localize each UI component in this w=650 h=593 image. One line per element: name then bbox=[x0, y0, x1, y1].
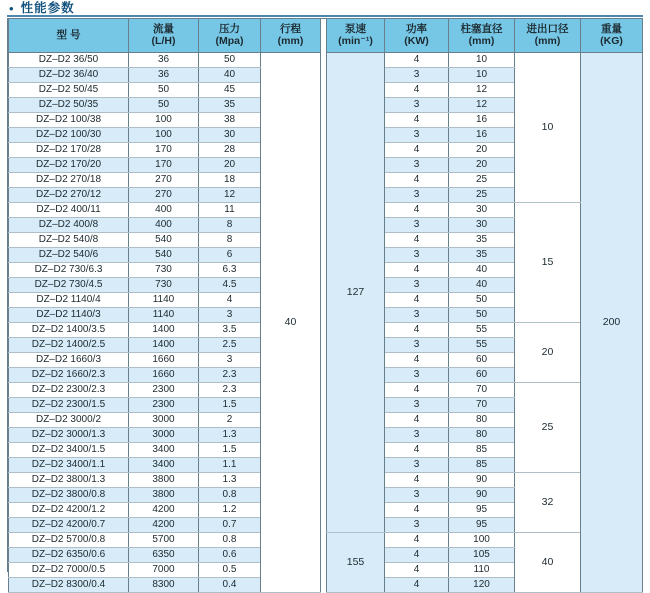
pressure-cell: 2.5 bbox=[199, 337, 261, 352]
header-port-diameter bbox=[515, 19, 581, 52]
header-row bbox=[9, 19, 643, 52]
header-port-diameter-label: 进出口径 bbox=[526, 23, 569, 36]
header-model-label: 型 号 bbox=[56, 29, 81, 42]
pressure-cell: 18 bbox=[199, 172, 261, 187]
header-stroke bbox=[261, 19, 321, 52]
pressure-cell: 45 bbox=[199, 82, 261, 97]
flow-cell: 3000 bbox=[129, 427, 199, 442]
plunger-diameter-cell: 30 bbox=[449, 202, 515, 217]
model-cell: DZ–D2 540/8 bbox=[9, 232, 129, 247]
column-gap bbox=[321, 442, 327, 457]
column-gap bbox=[321, 247, 327, 262]
column-gap bbox=[321, 172, 327, 187]
flow-cell: 2300 bbox=[129, 382, 199, 397]
pressure-cell: 2.3 bbox=[199, 367, 261, 382]
power-cell: 3 bbox=[385, 97, 449, 112]
pressure-cell: 30 bbox=[199, 127, 261, 142]
column-gap bbox=[321, 277, 327, 292]
power-cell: 3 bbox=[385, 427, 449, 442]
power-cell: 4 bbox=[385, 352, 449, 367]
pressure-cell: 1.5 bbox=[199, 442, 261, 457]
flow-cell: 2300 bbox=[129, 397, 199, 412]
page-title: 性能参数 bbox=[20, 1, 75, 16]
pressure-cell: 3 bbox=[199, 352, 261, 367]
header-weight bbox=[581, 19, 643, 52]
model-cell: DZ–D2 50/45 bbox=[9, 82, 129, 97]
pressure-cell: 0.6 bbox=[199, 547, 261, 562]
model-cell: DZ–D2 4200/0.7 bbox=[9, 517, 129, 532]
model-cell: DZ–D2 36/50 bbox=[9, 52, 129, 67]
header-port-diameter-unit: (mm) bbox=[534, 35, 561, 48]
model-cell: DZ–D2 7000/0.5 bbox=[9, 562, 129, 577]
column-gap bbox=[321, 112, 327, 127]
power-cell: 4 bbox=[385, 532, 449, 547]
model-cell: DZ–D2 100/30 bbox=[9, 127, 129, 142]
power-cell: 3 bbox=[385, 217, 449, 232]
header-flow bbox=[129, 19, 199, 52]
pressure-cell: 2 bbox=[199, 412, 261, 427]
power-cell: 3 bbox=[385, 337, 449, 352]
flow-cell: 170 bbox=[129, 157, 199, 172]
column-gap bbox=[321, 142, 327, 157]
header-plunger-diameter-label: 柱塞直径 bbox=[460, 23, 503, 36]
weight-merged-cell: 200 bbox=[581, 52, 643, 592]
flow-cell: 5700 bbox=[129, 532, 199, 547]
plunger-diameter-cell: 20 bbox=[449, 142, 515, 157]
model-cell: DZ–D2 5700/0.8 bbox=[9, 532, 129, 547]
power-cell: 3 bbox=[385, 487, 449, 502]
plunger-diameter-cell: 110 bbox=[449, 562, 515, 577]
model-cell: DZ–D2 1660/2.3 bbox=[9, 367, 129, 382]
header-flow-unit: (L/H) bbox=[151, 35, 176, 48]
model-cell: DZ–D2 540/6 bbox=[9, 247, 129, 262]
plunger-diameter-cell: 85 bbox=[449, 442, 515, 457]
model-cell: DZ–D2 730/6.3 bbox=[9, 262, 129, 277]
flow-cell: 730 bbox=[129, 262, 199, 277]
model-cell: DZ–D2 2300/2.3 bbox=[9, 382, 129, 397]
plunger-diameter-cell: 16 bbox=[449, 112, 515, 127]
flow-cell: 1140 bbox=[129, 292, 199, 307]
pressure-cell: 0.7 bbox=[199, 517, 261, 532]
power-cell: 4 bbox=[385, 547, 449, 562]
table-row bbox=[9, 202, 643, 217]
plunger-diameter-cell: 10 bbox=[449, 67, 515, 82]
plunger-diameter-cell: 12 bbox=[449, 82, 515, 97]
section-title-bar bbox=[7, 2, 643, 17]
pressure-cell: 1.3 bbox=[199, 427, 261, 442]
pressure-cell: 8 bbox=[199, 217, 261, 232]
header-pressure-label: 压力 bbox=[219, 23, 240, 36]
table-row bbox=[9, 472, 643, 487]
header-weight-unit: (KG) bbox=[600, 35, 623, 48]
flow-cell: 36 bbox=[129, 52, 199, 67]
pressure-cell: 0.5 bbox=[199, 562, 261, 577]
model-cell: DZ–D2 400/11 bbox=[9, 202, 129, 217]
column-gap bbox=[321, 127, 327, 142]
header-plunger-diameter-unit: (mm) bbox=[468, 35, 495, 48]
header-pump-speed-unit: (min⁻¹) bbox=[338, 35, 373, 48]
flow-cell: 8300 bbox=[129, 577, 199, 592]
column-gap bbox=[321, 427, 327, 442]
model-cell: DZ–D2 36/40 bbox=[9, 67, 129, 82]
header-flow-label: 流量 bbox=[153, 23, 174, 36]
flow-cell: 540 bbox=[129, 232, 199, 247]
flow-cell: 3400 bbox=[129, 457, 199, 472]
pressure-cell: 35 bbox=[199, 97, 261, 112]
pressure-cell: 3.5 bbox=[199, 322, 261, 337]
column-gap bbox=[321, 577, 327, 592]
flow-cell: 3800 bbox=[129, 472, 199, 487]
column-gap bbox=[321, 472, 327, 487]
column-gap bbox=[321, 367, 327, 382]
pressure-cell: 1.2 bbox=[199, 502, 261, 517]
plunger-diameter-cell: 40 bbox=[449, 277, 515, 292]
flow-cell: 1660 bbox=[129, 352, 199, 367]
model-cell: DZ–D2 2300/1.5 bbox=[9, 397, 129, 412]
model-cell: DZ–D2 3000/1.3 bbox=[9, 427, 129, 442]
power-cell: 4 bbox=[385, 52, 449, 67]
plunger-diameter-cell: 35 bbox=[449, 232, 515, 247]
flow-cell: 50 bbox=[129, 97, 199, 112]
pressure-cell: 2.3 bbox=[199, 382, 261, 397]
model-cell: DZ–D2 1140/3 bbox=[9, 307, 129, 322]
flow-cell: 400 bbox=[129, 217, 199, 232]
header-pump-speed bbox=[327, 19, 385, 52]
header-pressure bbox=[199, 19, 261, 52]
pressure-cell: 38 bbox=[199, 112, 261, 127]
column-gap bbox=[321, 547, 327, 562]
pressure-cell: 0.8 bbox=[199, 487, 261, 502]
spec-table-body bbox=[9, 52, 643, 592]
column-gap bbox=[321, 307, 327, 322]
flow-cell: 1400 bbox=[129, 322, 199, 337]
power-cell: 4 bbox=[385, 562, 449, 577]
pressure-cell: 4 bbox=[199, 292, 261, 307]
plunger-diameter-cell: 20 bbox=[449, 157, 515, 172]
header-weight-label: 重量 bbox=[601, 23, 622, 36]
column-gap bbox=[321, 202, 327, 217]
flow-cell: 1400 bbox=[129, 337, 199, 352]
power-cell: 3 bbox=[385, 127, 449, 142]
power-cell: 4 bbox=[385, 82, 449, 97]
model-cell: DZ–D2 270/12 bbox=[9, 187, 129, 202]
column-gap bbox=[321, 97, 327, 112]
pressure-cell: 20 bbox=[199, 157, 261, 172]
model-cell: DZ–D2 3400/1.5 bbox=[9, 442, 129, 457]
column-gap bbox=[321, 352, 327, 367]
plunger-diameter-cell: 55 bbox=[449, 322, 515, 337]
power-cell: 4 bbox=[385, 322, 449, 337]
flow-cell: 540 bbox=[129, 247, 199, 262]
model-cell: DZ–D2 8300/0.4 bbox=[9, 577, 129, 592]
model-cell: DZ–D2 3800/1.3 bbox=[9, 472, 129, 487]
power-cell: 4 bbox=[385, 292, 449, 307]
column-gap bbox=[321, 232, 327, 247]
plunger-diameter-cell: 100 bbox=[449, 532, 515, 547]
column-gap bbox=[321, 262, 327, 277]
column-gap bbox=[321, 187, 327, 202]
power-cell: 4 bbox=[385, 382, 449, 397]
pump-speed-merged-cell: 155 bbox=[327, 532, 385, 592]
power-cell: 4 bbox=[385, 232, 449, 247]
table-row bbox=[9, 532, 643, 547]
plunger-diameter-cell: 55 bbox=[449, 337, 515, 352]
flow-cell: 100 bbox=[129, 112, 199, 127]
port-diameter-merged-cell: 25 bbox=[515, 382, 581, 472]
flow-cell: 50 bbox=[129, 82, 199, 97]
plunger-diameter-cell: 30 bbox=[449, 217, 515, 232]
plunger-diameter-cell: 90 bbox=[449, 472, 515, 487]
pressure-cell: 40 bbox=[199, 67, 261, 82]
plunger-diameter-cell: 60 bbox=[449, 367, 515, 382]
power-cell: 3 bbox=[385, 67, 449, 82]
model-cell: DZ–D2 400/8 bbox=[9, 217, 129, 232]
column-gap bbox=[321, 322, 327, 337]
plunger-diameter-cell: 80 bbox=[449, 412, 515, 427]
pump-speed-merged-cell: 127 bbox=[327, 52, 385, 532]
flow-cell: 3400 bbox=[129, 442, 199, 457]
model-cell: DZ–D2 1400/2.5 bbox=[9, 337, 129, 352]
power-cell: 4 bbox=[385, 502, 449, 517]
pressure-cell: 50 bbox=[199, 52, 261, 67]
power-cell: 3 bbox=[385, 517, 449, 532]
flow-cell: 400 bbox=[129, 202, 199, 217]
header-pump-speed-label: 泵速 bbox=[345, 23, 366, 36]
power-cell: 4 bbox=[385, 202, 449, 217]
model-cell: DZ–D2 1140/4 bbox=[9, 292, 129, 307]
header-pressure-unit: (Mpa) bbox=[215, 35, 244, 48]
flow-cell: 270 bbox=[129, 187, 199, 202]
pressure-cell: 28 bbox=[199, 142, 261, 157]
pressure-cell: 0.8 bbox=[199, 532, 261, 547]
plunger-diameter-cell: 95 bbox=[449, 517, 515, 532]
power-cell: 3 bbox=[385, 187, 449, 202]
power-cell: 4 bbox=[385, 472, 449, 487]
column-gap bbox=[321, 217, 327, 232]
power-cell: 3 bbox=[385, 307, 449, 322]
header-power-label: 功率 bbox=[406, 23, 427, 36]
plunger-diameter-cell: 12 bbox=[449, 97, 515, 112]
flow-cell: 170 bbox=[129, 142, 199, 157]
column-gap bbox=[321, 382, 327, 397]
column-gap bbox=[321, 337, 327, 352]
power-cell: 4 bbox=[385, 442, 449, 457]
model-cell: DZ–D2 170/28 bbox=[9, 142, 129, 157]
pressure-cell: 3 bbox=[199, 307, 261, 322]
model-cell: DZ–D2 100/38 bbox=[9, 112, 129, 127]
plunger-diameter-cell: 25 bbox=[449, 187, 515, 202]
flow-cell: 1140 bbox=[129, 307, 199, 322]
power-cell: 4 bbox=[385, 142, 449, 157]
header-power-unit: (KW) bbox=[404, 35, 429, 48]
header-stroke-unit: (mm) bbox=[277, 35, 304, 48]
table-row bbox=[9, 382, 643, 397]
model-cell: DZ–D2 270/18 bbox=[9, 172, 129, 187]
model-cell: DZ–D2 3400/1.1 bbox=[9, 457, 129, 472]
model-cell: DZ–D2 730/4.5 bbox=[9, 277, 129, 292]
flow-cell: 4200 bbox=[129, 517, 199, 532]
plunger-diameter-cell: 25 bbox=[449, 172, 515, 187]
model-cell: DZ–D2 6350/0.6 bbox=[9, 547, 129, 562]
power-cell: 4 bbox=[385, 412, 449, 427]
header-power bbox=[385, 19, 449, 52]
column-gap bbox=[321, 517, 327, 532]
power-cell: 4 bbox=[385, 262, 449, 277]
model-cell: DZ–D2 170/20 bbox=[9, 157, 129, 172]
flow-cell: 270 bbox=[129, 172, 199, 187]
power-cell: 3 bbox=[385, 157, 449, 172]
table-row bbox=[9, 322, 643, 337]
plunger-diameter-cell: 85 bbox=[449, 457, 515, 472]
power-cell: 3 bbox=[385, 397, 449, 412]
column-gap bbox=[321, 292, 327, 307]
port-diameter-merged-cell: 15 bbox=[515, 202, 581, 322]
power-cell: 4 bbox=[385, 577, 449, 592]
flow-cell: 3800 bbox=[129, 487, 199, 502]
power-cell: 3 bbox=[385, 367, 449, 382]
pressure-cell: 12 bbox=[199, 187, 261, 202]
spec-table-wrapper bbox=[7, 18, 643, 590]
port-diameter-merged-cell: 32 bbox=[515, 472, 581, 532]
table-row bbox=[9, 52, 643, 67]
power-cell: 4 bbox=[385, 112, 449, 127]
pressure-cell: 1.3 bbox=[199, 472, 261, 487]
plunger-diameter-cell: 35 bbox=[449, 247, 515, 262]
power-cell: 3 bbox=[385, 457, 449, 472]
stroke-merged-cell: 40 bbox=[261, 52, 321, 592]
header-stroke-label: 行程 bbox=[280, 23, 301, 36]
model-cell: DZ–D2 4200/1.2 bbox=[9, 502, 129, 517]
bullet-icon: • bbox=[9, 1, 14, 16]
pressure-cell: 6 bbox=[199, 247, 261, 262]
plunger-diameter-cell: 105 bbox=[449, 547, 515, 562]
power-cell: 3 bbox=[385, 247, 449, 262]
column-gap bbox=[321, 457, 327, 472]
column-gap bbox=[321, 397, 327, 412]
plunger-diameter-cell: 50 bbox=[449, 292, 515, 307]
column-gap bbox=[321, 67, 327, 82]
plunger-diameter-cell: 90 bbox=[449, 487, 515, 502]
plunger-diameter-cell: 120 bbox=[449, 577, 515, 592]
pressure-cell: 1.5 bbox=[199, 397, 261, 412]
flow-cell: 3000 bbox=[129, 412, 199, 427]
plunger-diameter-cell: 40 bbox=[449, 262, 515, 277]
model-cell: DZ–D2 1660/3 bbox=[9, 352, 129, 367]
flow-cell: 4200 bbox=[129, 502, 199, 517]
port-diameter-merged-cell: 10 bbox=[515, 52, 581, 202]
model-cell: DZ–D2 50/35 bbox=[9, 97, 129, 112]
column-gap bbox=[321, 412, 327, 427]
column-gap bbox=[321, 157, 327, 172]
plunger-diameter-cell: 80 bbox=[449, 427, 515, 442]
column-gap bbox=[321, 487, 327, 502]
plunger-diameter-cell: 10 bbox=[449, 52, 515, 67]
header-plunger-diameter bbox=[449, 19, 515, 52]
pressure-cell: 0.4 bbox=[199, 577, 261, 592]
pressure-cell: 6.3 bbox=[199, 262, 261, 277]
model-cell: DZ–D2 1400/3.5 bbox=[9, 322, 129, 337]
flow-cell: 36 bbox=[129, 67, 199, 82]
plunger-diameter-cell: 95 bbox=[449, 502, 515, 517]
column-gap bbox=[321, 562, 327, 577]
flow-cell: 7000 bbox=[129, 562, 199, 577]
plunger-diameter-cell: 50 bbox=[449, 307, 515, 322]
flow-cell: 730 bbox=[129, 277, 199, 292]
flow-cell: 1660 bbox=[129, 367, 199, 382]
plunger-diameter-cell: 70 bbox=[449, 397, 515, 412]
pressure-cell: 8 bbox=[199, 232, 261, 247]
model-cell: DZ–D2 3800/0.8 bbox=[9, 487, 129, 502]
header-model bbox=[9, 19, 129, 52]
port-diameter-merged-cell: 20 bbox=[515, 322, 581, 382]
power-cell: 3 bbox=[385, 277, 449, 292]
plunger-diameter-cell: 60 bbox=[449, 352, 515, 367]
port-diameter-merged-cell: 40 bbox=[515, 532, 581, 592]
column-gap bbox=[321, 502, 327, 517]
column-gap bbox=[321, 82, 327, 97]
flow-cell: 100 bbox=[129, 127, 199, 142]
model-cell: DZ–D2 3000/2 bbox=[9, 412, 129, 427]
pressure-cell: 1.1 bbox=[199, 457, 261, 472]
flow-cell: 6350 bbox=[129, 547, 199, 562]
plunger-diameter-cell: 70 bbox=[449, 382, 515, 397]
pressure-cell: 4.5 bbox=[199, 277, 261, 292]
spec-table bbox=[8, 19, 643, 593]
pressure-cell: 11 bbox=[199, 202, 261, 217]
plunger-diameter-cell: 16 bbox=[449, 127, 515, 142]
power-cell: 4 bbox=[385, 172, 449, 187]
